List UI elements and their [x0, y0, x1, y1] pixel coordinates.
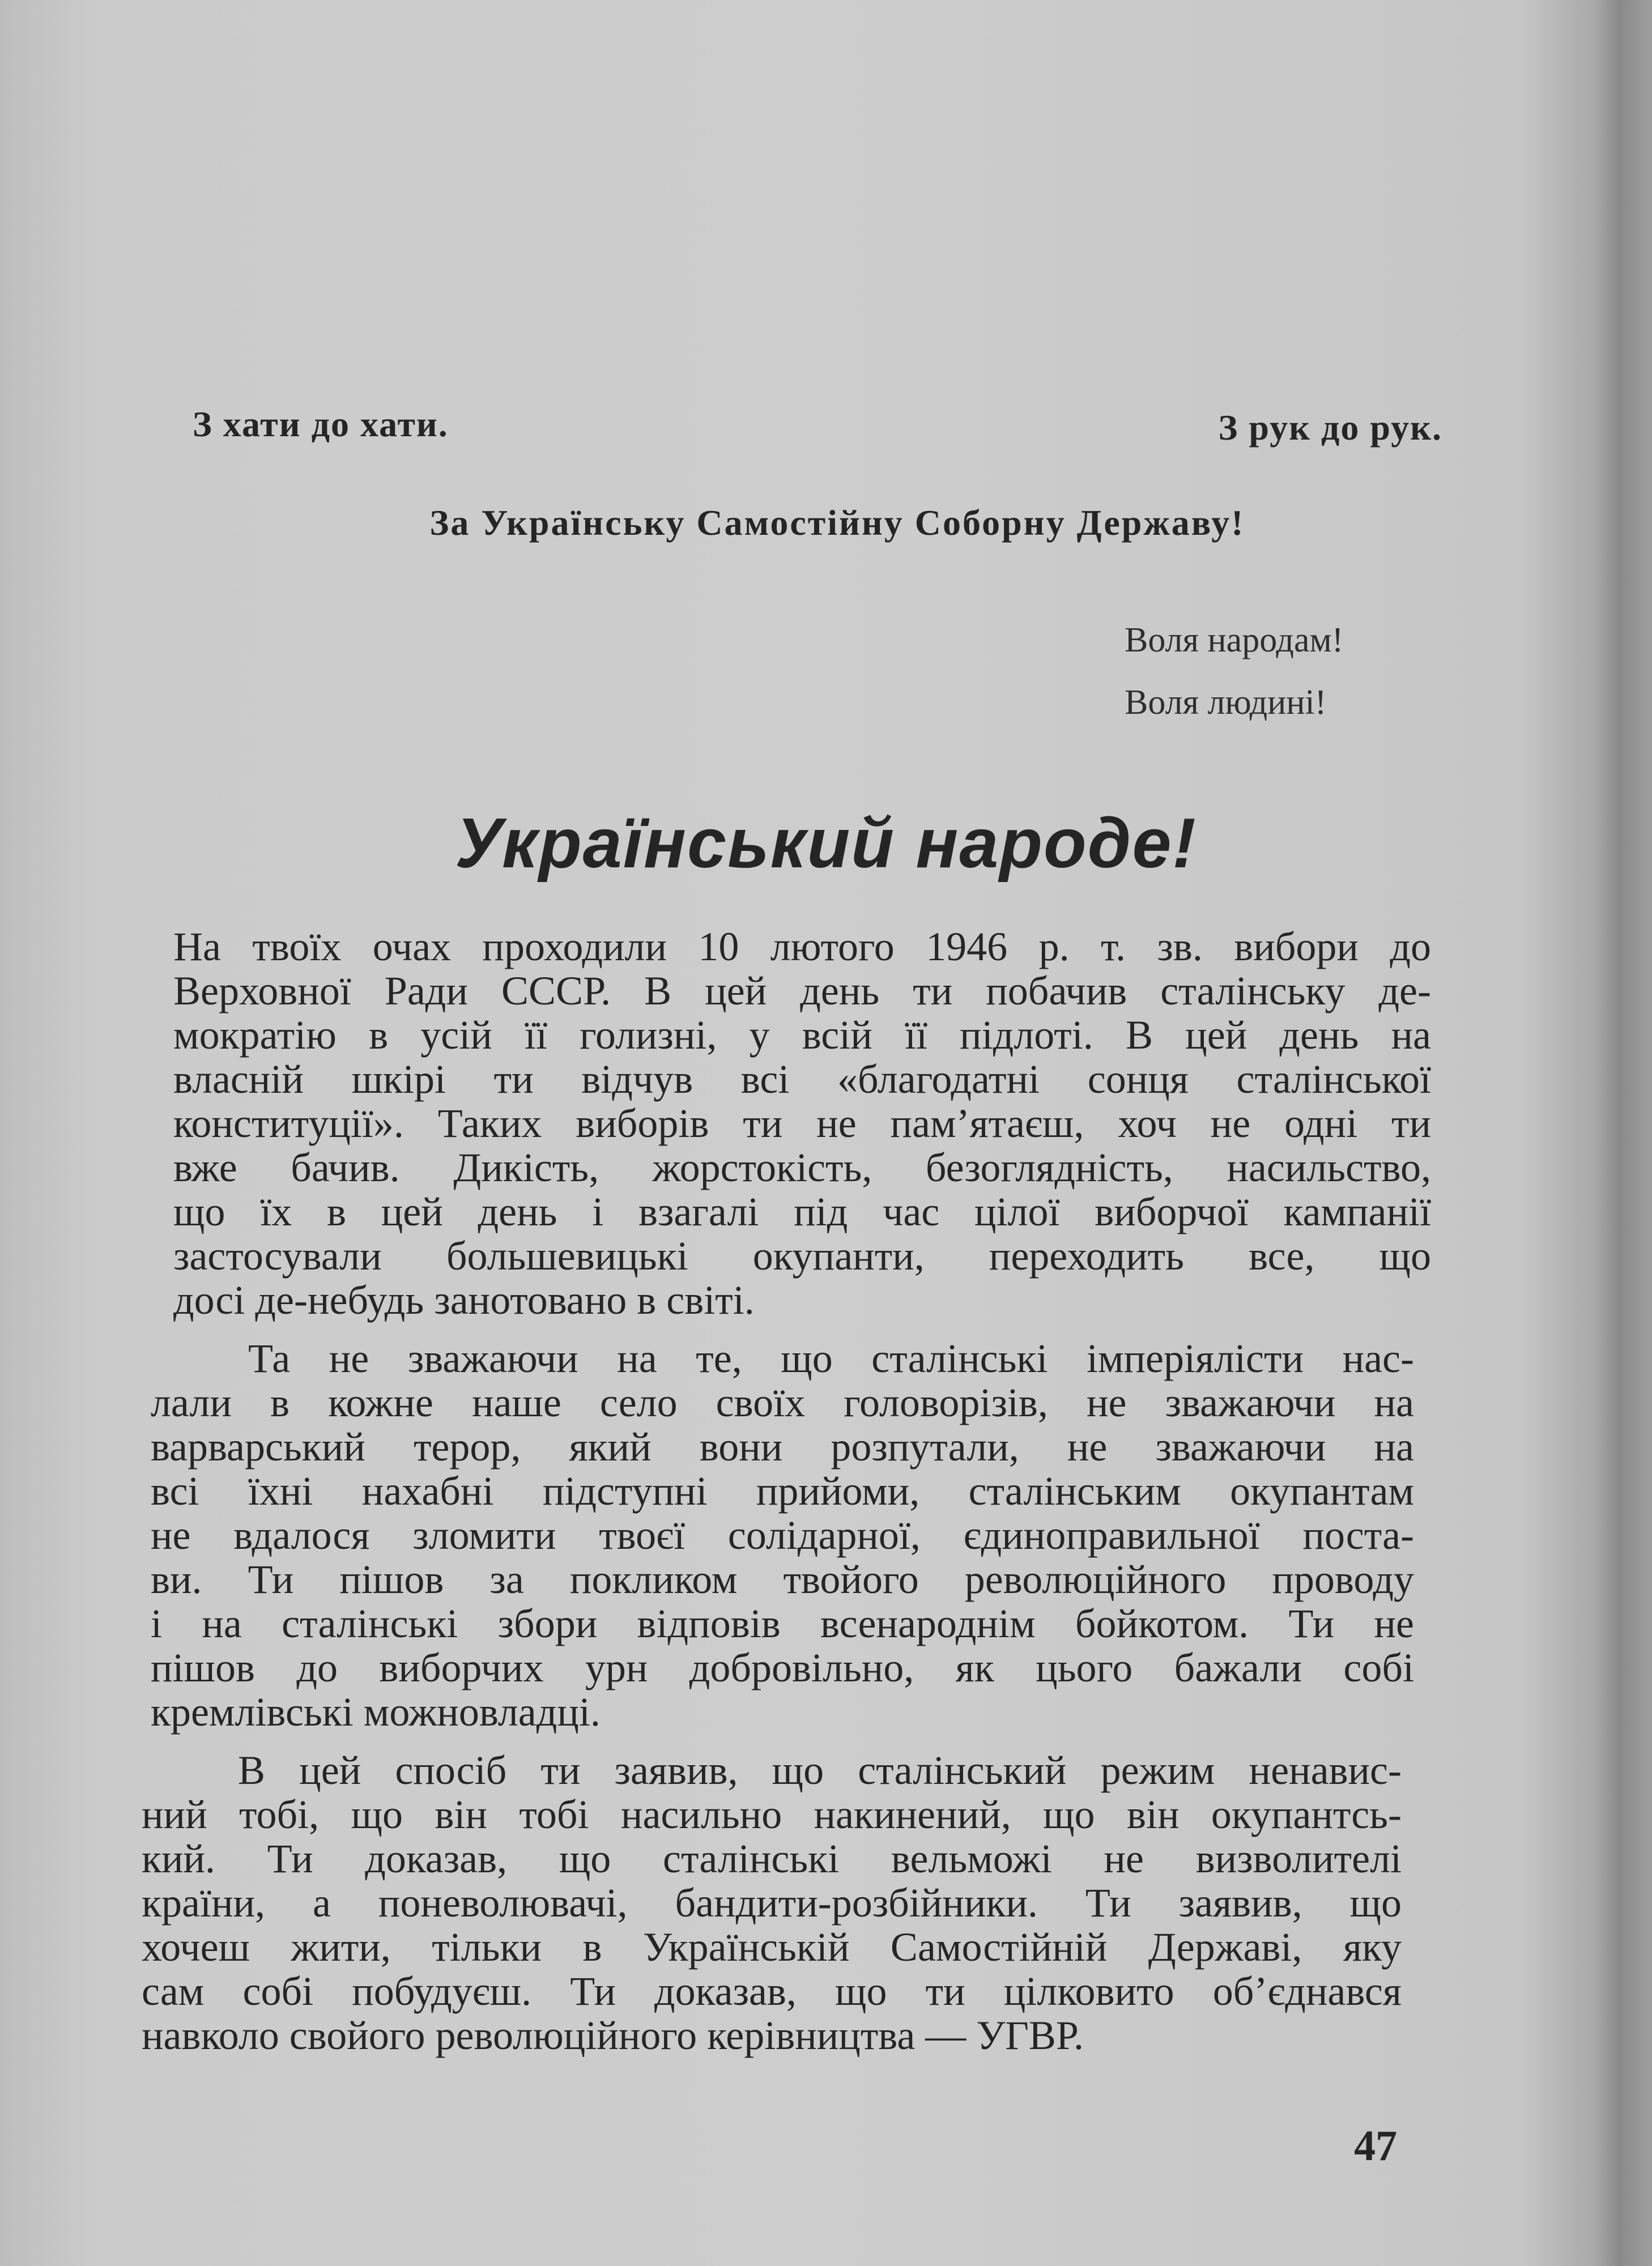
text-line: Верховної Ради СССР. В цей день ти побачив сталінську де- [173, 968, 1431, 1013]
motto-left: З хати до хати. [193, 404, 449, 444]
motto-right: З рук до рук. [1218, 407, 1442, 448]
freedom-slogans [1125, 609, 1343, 734]
page-number: 47 [1354, 2122, 1397, 2170]
freedom-line: Воля людині! [1125, 683, 1327, 722]
text-line: не вдалося зломити твоєї солідарної, єдиноправильної поста- [151, 1513, 1414, 1558]
paragraph-3 [142, 1748, 1402, 2058]
text-line: що їх в цей день і взагалі під час цілої виборчої кампанії [173, 1189, 1431, 1234]
text-line: кий. Ти доказав, що сталінські вельможі не визволителі [142, 1836, 1402, 1881]
text-line: конституції». Таких виборів ти не пам’ятаєш, хоч не одні ти [173, 1101, 1431, 1146]
text-line: лали в кожне наше село своїх головорізів, не зважаючи на [151, 1380, 1414, 1425]
text-line: На твоїх очах проходили 10 лютого 1946 р. т. зв. вибори до [173, 924, 1431, 969]
text-line: сам собі побудуєш. Ти доказав, що ти цілковито об’єднався [142, 1969, 1402, 2014]
text-line: власній шкірі ти відчув всі «благодатні сонця сталінської [173, 1057, 1431, 1102]
text-line: мократію в усій її голизні, у всій її підлоті. В цей день на [173, 1012, 1431, 1058]
freedom-line: Воля народам! [1125, 621, 1344, 659]
text-line: В цей спосіб ти заявив, що сталінський режим ненавис- [238, 1748, 1402, 1793]
text-line: країни, а поневолювачі, бандити-розбійники. Ти заявив, що [142, 1880, 1402, 1926]
text-line: і на сталінські збори відповів всенароднім бойкотом. Ти не [151, 1601, 1414, 1646]
text-line: ний тобі, що він тобі насильно накинений, що він окупантсь- [142, 1792, 1402, 1837]
text-line: ви. Ти пішов за покликом твойого революційного проводу [151, 1557, 1414, 1602]
paragraph-2 [151, 1336, 1414, 1734]
text-line: хочеш жити, тільки в Українській Самостійній Державі, яку [142, 1924, 1402, 1970]
text-line: застосували большевицькі окупанти, переходить все, що [173, 1233, 1431, 1279]
paragraph-1 [173, 925, 1431, 1322]
text-line: кремлівські можновладці. [151, 1689, 601, 1735]
text-line: всі їхні нахабні підступні прийоми, сталінським окупантам [151, 1468, 1414, 1514]
slogan: За Українську Самостійну Соборну Державу! [429, 502, 1245, 543]
text-line: досі де-небудь занотовано в світі. [173, 1277, 755, 1323]
text-line: варварський терор, який вони розпутали, не зважаючи на [151, 1424, 1414, 1470]
text-line: вже бачив. Дикість, жорстокість, безоглядність, насильство, [173, 1145, 1431, 1190]
text-line: пішов до виборчих урн добровільно, як цього бажали собі [151, 1645, 1414, 1690]
text-line: навколо свойого революційного керівництва — УГВР. [142, 2013, 1084, 2058]
page-title: Український народе! [455, 804, 1197, 883]
text-line: Та не зважаючи на те, що сталінські імперіялісти нас- [248, 1336, 1414, 1381]
